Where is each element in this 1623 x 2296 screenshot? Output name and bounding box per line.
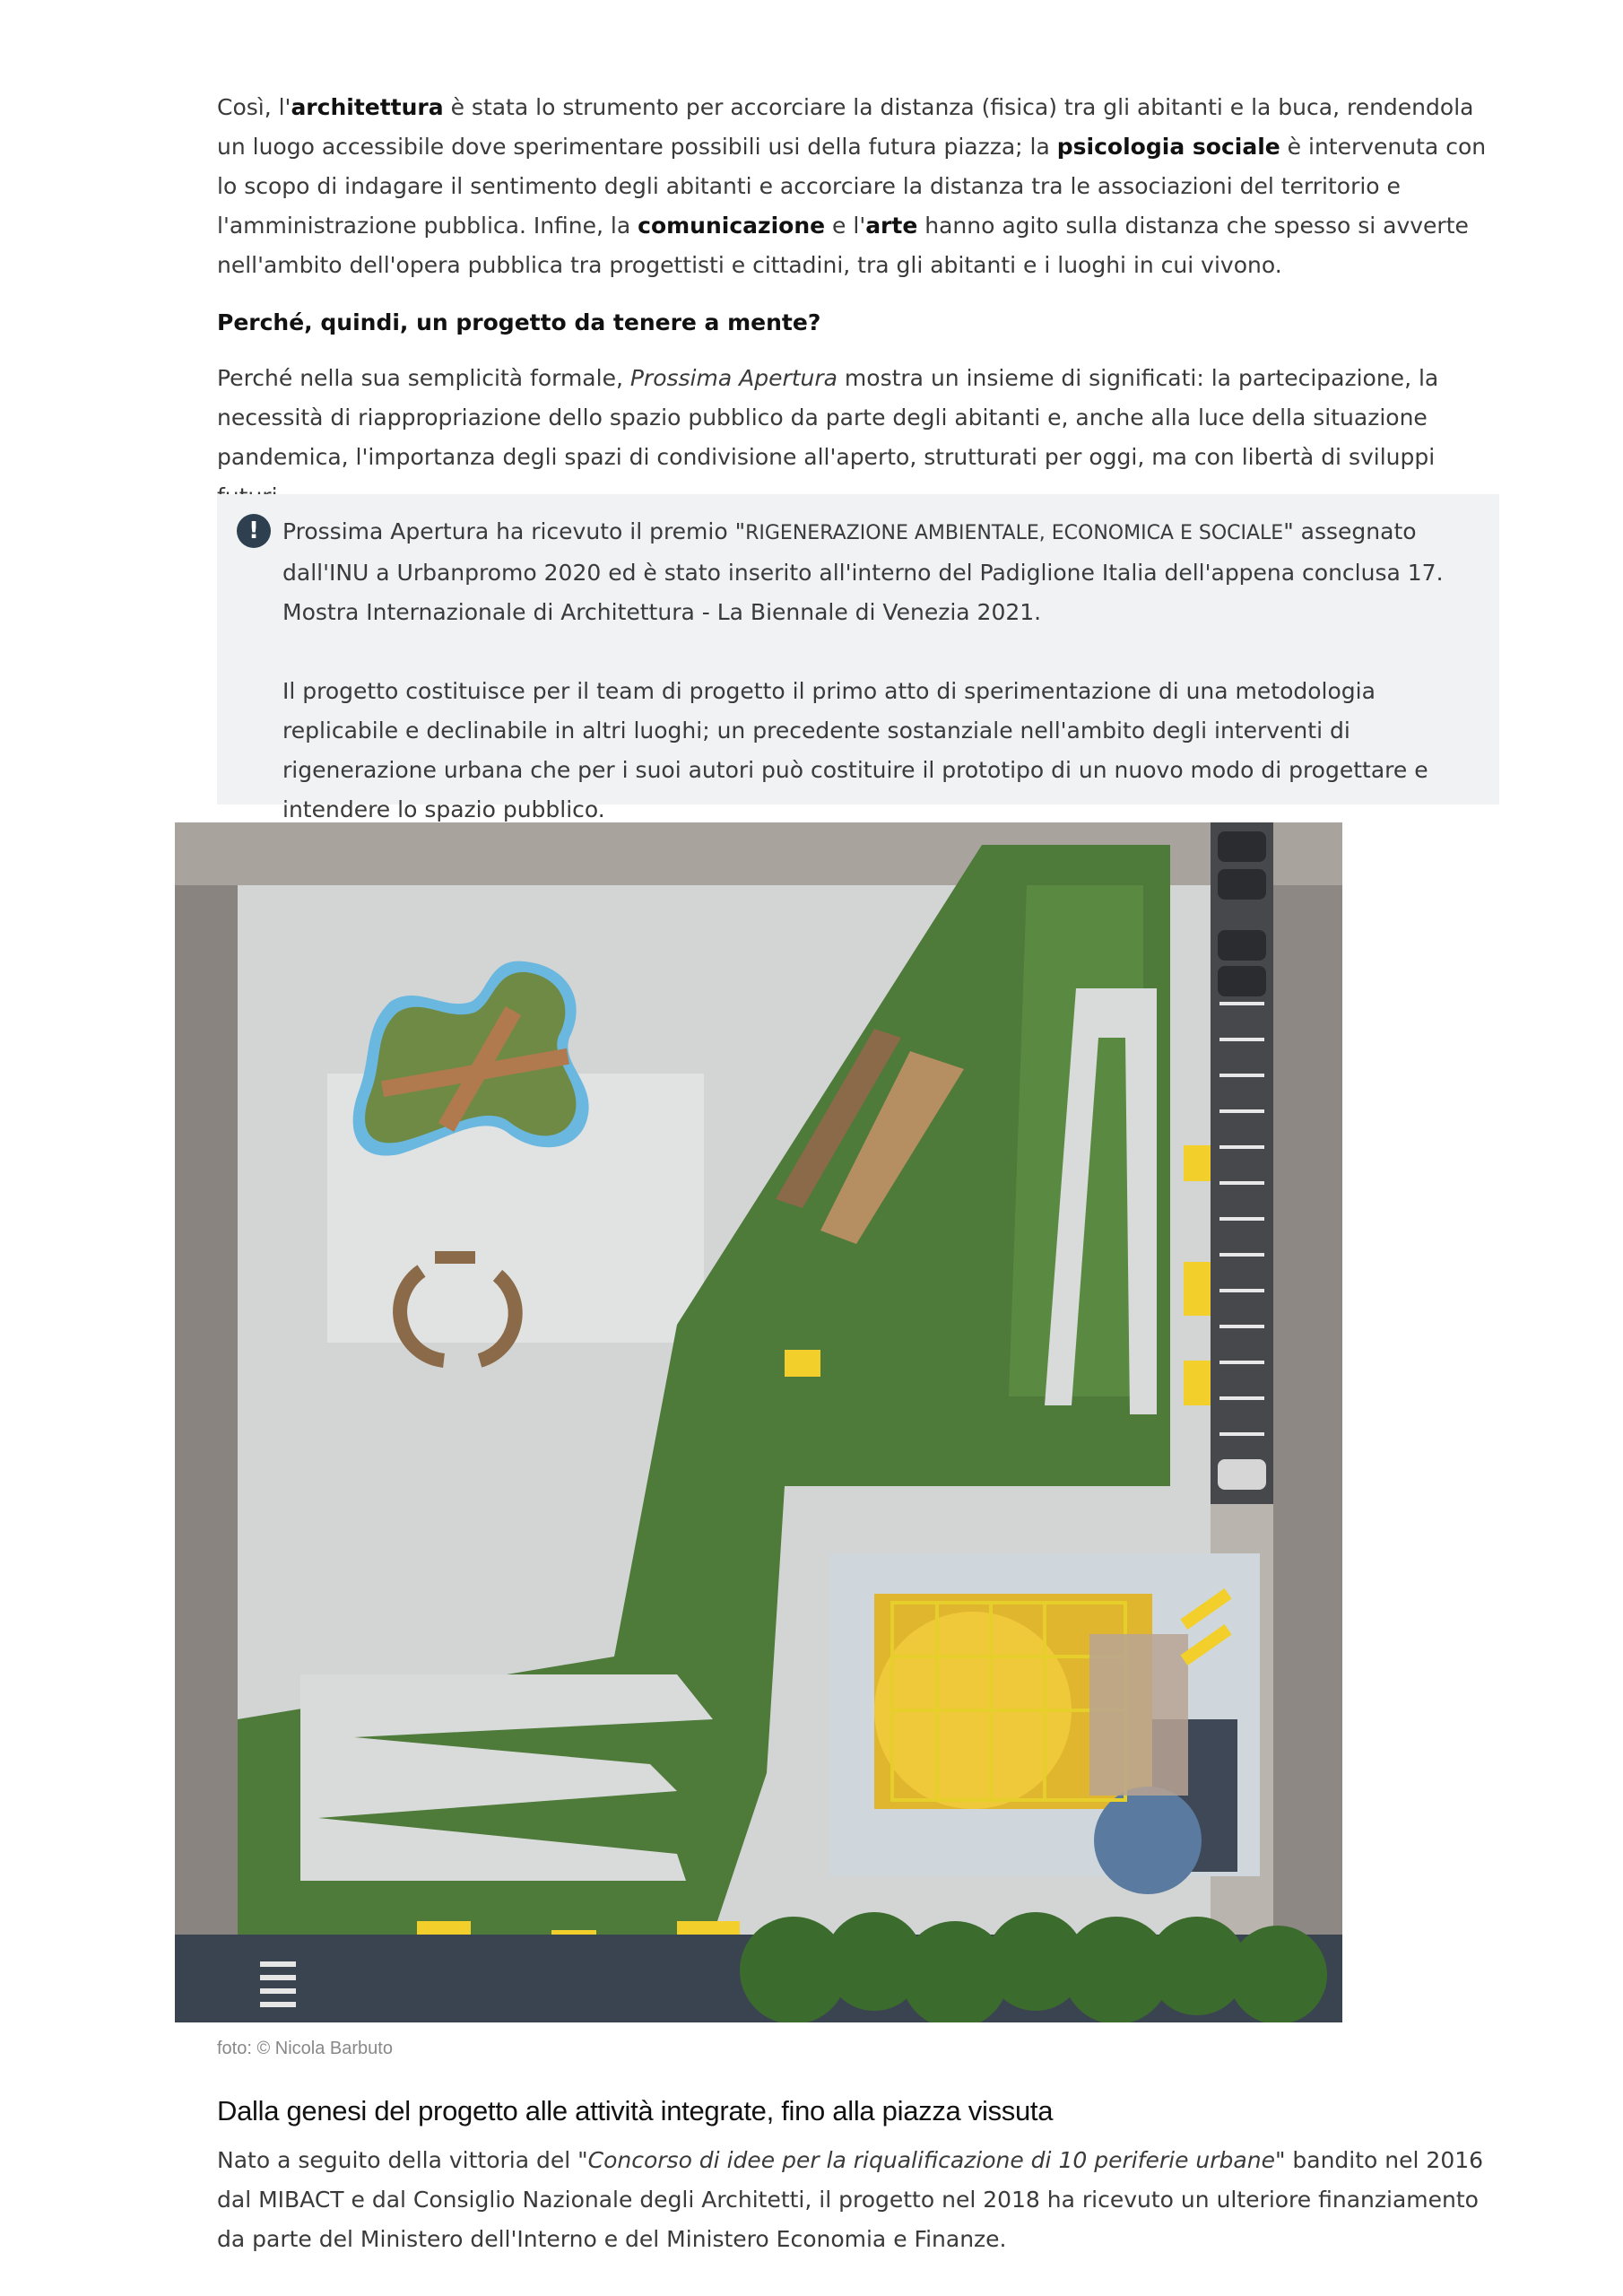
keyword-comunicazione: comunicazione xyxy=(638,213,826,239)
info-callout xyxy=(217,494,1499,822)
section-heading: Dalla genesi del progetto alle attività integrate, fino alla piazza vissuta xyxy=(217,2095,1054,2126)
contest-name: "Concorso di idee per la riqualificazione di 10 periferie urbane" xyxy=(577,2147,1286,2173)
callout-methodology-text: Il progetto costituisce per il team di progetto il primo atto di sperimentazione di una metodologia replicabile e declinabile in altri luoghi; un precedente sostanziale nell'ambito degli interventi di rigenerazione urbana che per i suoi autori può costituire il prototipo di un nuovo modo di progettare e intendere lo spazio pubblico. xyxy=(282,678,1428,822)
photo-caption: foto: © Nicola Barbuto xyxy=(217,2039,393,2058)
keyword-arte: arte xyxy=(865,213,918,239)
section-paragraph: Nato a seguito della vittoria del "Concorso di idee per la riqualificazione di 10 periferie urbane" bandito nel 2016 dal MIBACT e dal Consiglio Nazionale degli Architetti, il progetto nel 2018 ha ricevuto un ulteriore finanziamento da parte del Ministero dell'Interno e del Ministero Economia e Finanze. xyxy=(217,2147,1484,2252)
award-name: RIGENERAZIONE AMBIENTALE, ECONOMICA E SOCIALE xyxy=(745,522,1284,544)
callout-award-text: Prossima Apertura ha ricevuto il premio "RIGENERAZIONE AMBIENTALE, ECONOMICA E SOCIALE" assegnato dall'INU a Urbanpromo 2020 ed è stato inserito all'interno del Padiglione Italia dell'appena conclusa 17. Mostra Internazionale di Architettura - La Biennale di Venezia 2021. xyxy=(282,518,1444,625)
keyword-architettura: architettura xyxy=(291,94,444,120)
answer-paragraph: Perché nella sua semplicità formale, Prossima Apertura mostra un insieme di significati: la partecipazione, la necessità di riappropriazione dello spazio pubblico da parte degli abitanti e, anche alla luce della situazione pandemica, l'importanza degli spazi di condivisione all'aperto, strutturati per oggi, ma con libertà di sviluppi xyxy=(217,365,1439,470)
question-heading: Perché, quindi, un progetto da tenere a mente? xyxy=(217,309,821,335)
keyword-psicologia-sociale: psicologia sociale xyxy=(1056,134,1280,160)
aerial-photo xyxy=(175,822,1342,2022)
intro-paragraph: Così, l'architettura è stata lo strumento per accorciare la distanza (fisica) tra gli abitanti e la buca, rendendola un luogo accessibile dove sperimentare possibili usi della futura piazza; la psicologia sociale è intervenuta con lo scopo di indagare il sentimento degli abitanti e accorciare la distanza tra le associazioni del territorio e l'amministrazione pubblica. Infine, la comunicazione e l'arte hanno agito sulla distanza che spesso si avverte nell'ambito dell'opera pubblica tra progettisti e cittadini, tra gli abitanti e i luoghi in cui vivono. xyxy=(217,94,1487,278)
project-name: Prossima Apertura xyxy=(629,365,838,391)
exclamation-icon: ! xyxy=(237,514,271,548)
